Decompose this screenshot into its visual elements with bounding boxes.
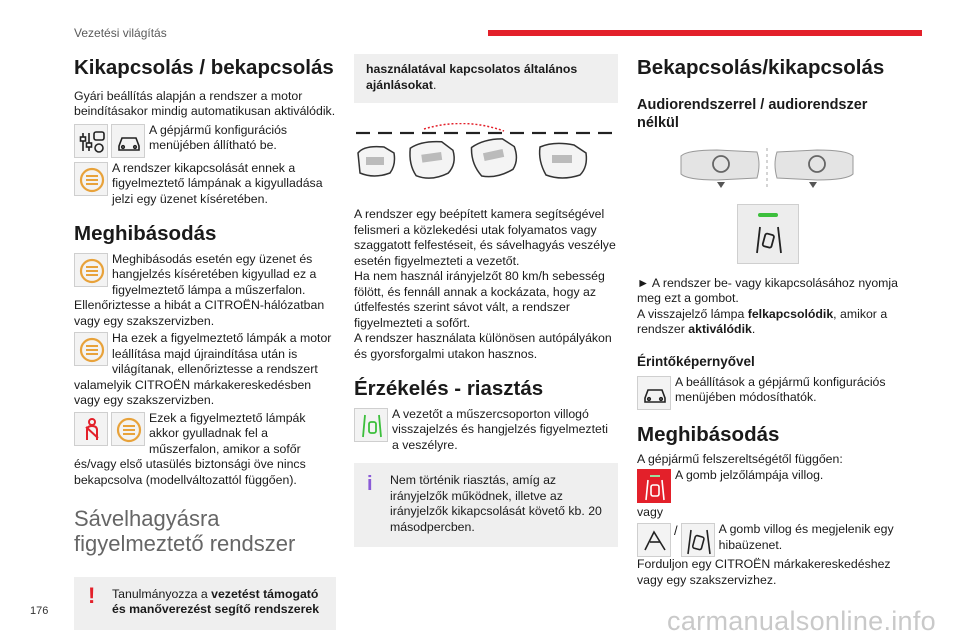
subheading-audio: Audiorendszerrel / audiorendszer nélkül — [637, 96, 868, 131]
header-section-title: Vezetési világítás — [74, 26, 167, 40]
lane-departure-button-icon-2 — [681, 523, 715, 557]
heading-on-off: Bekapcsolás/kikapcsolás — [637, 56, 885, 79]
lane-failure-lamp-icon — [74, 253, 108, 287]
paragraph-highway-use: A rendszer használata különösen autópályákon és gyorsforgalmi utakon hasznos. — [354, 331, 612, 361]
paragraph-contact-dealer: Forduljon egy CITROËN márkakereskedéshez vagy egy szakszervizhez. — [637, 557, 891, 587]
seatbelt-warning-icon — [74, 412, 108, 446]
lane-failure-lamp-icon-2 — [74, 332, 108, 366]
info-note-box — [354, 463, 618, 547]
paragraph-or: vagy — [637, 504, 663, 519]
settings-sliders-icon — [74, 124, 108, 158]
failure-lamp-row — [74, 252, 336, 299]
lane-warning-triangle-icon — [637, 523, 671, 557]
lane-departure-illustration — [354, 123, 618, 189]
paragraph-press-button: ► A rendszer be- vagy kikapcsolásához nyomja meg ezt a gombot. — [637, 275, 898, 306]
heading-failure: Meghibásodás — [74, 222, 217, 246]
column-1 — [74, 54, 336, 630]
paragraph-speed-warning: Ha nem használ irányjelzőt 80 km/h sebesség fölött, és fennáll annak a kockázata, hogy az útfelfestés szerint sávot vált, a rendszer figyelmezteti a sofőrt. — [354, 269, 605, 330]
heading-lane-departure: Sávelhagyásra figyelmeztető rendszer — [74, 506, 296, 557]
toggle-button-illustration[interactable] — [737, 204, 799, 264]
paragraph-off-indication: A rendszer kikapcsolását ennek a figyelmeztető lámpának a kigyulladása jelzi egy üzenet kíséretében. — [112, 160, 323, 206]
paragraph-failure-lamp: Meghibásodás esetén egy üzenet és hangjelzés kíséretében kigyullad ez a figyelmeztető lámpa a műszerfalon. — [112, 251, 317, 297]
indicator-led — [758, 213, 778, 217]
paragraph-alert: A vezetőt a műszercsoporton villogó visszajelzés és hangjelzés figyelmezteti a veszélyre. — [392, 406, 608, 452]
button-location-illustration — [677, 146, 899, 190]
watermark-text: carmanualsonline.info — [667, 606, 936, 636]
lane-failure-lamp-icon-3 — [111, 412, 145, 446]
car-settings-icon — [111, 124, 145, 158]
heading-off-on: Kikapcsolás / bekapcsolás — [74, 56, 334, 79]
paragraph-seatbelt: Ezek a figyelmeztető lámpák akkor gyulladnak fel a műszerfalon, amikor a sofőr és/vagy első utasülés biztonsági öve nincs bekapcsolva (modellváltozattól függően). — [74, 410, 306, 487]
paragraph-factory-default: Gyári beállítás alapján a rendszer a motor beindításakor mindig automatikusan aktiválódik. — [74, 88, 336, 119]
subheading-touchscreen: Érintőképernyővel — [637, 353, 755, 369]
continued-note-text: használatával kapcsolatos általános ajánlásokat. — [366, 62, 578, 92]
error-message-row — [637, 522, 899, 557]
heading-failure-2: Meghibásodás — [637, 422, 780, 446]
blinking-lamp-row — [637, 468, 899, 503]
header-accent-bar — [488, 30, 922, 36]
config-menu-row — [74, 123, 336, 158]
heading-detection-alert: Érzékelés - riasztás — [354, 377, 544, 400]
warning-note-box — [74, 577, 336, 630]
info-icon: i — [367, 473, 373, 496]
warning-exclamation-icon: ! — [88, 582, 96, 608]
paragraph-depending-equipment: A gépjármű felszereltségétől függően: — [637, 452, 843, 467]
paragraph-error-message: A gomb villog és megjelenik egy hibaüzenet. — [718, 522, 894, 552]
restart-lamp-row — [74, 331, 336, 409]
touchscreen-row — [637, 375, 899, 410]
paragraph-indicator-on: A visszajelző lámpa felkapcsolódik, amikor a rendszer aktiválódik. — [637, 306, 888, 337]
paragraph-settings-menu: A beállítások a gépjármű konfigurációs menüjében módosíthatók. — [675, 374, 886, 405]
seatbelt-lamp-row — [74, 411, 336, 489]
alert-lamp-row — [354, 407, 618, 454]
car-settings-icon-2 — [637, 376, 671, 410]
paragraph-config-menu: A gépjármű konfigurációs menüjében állítható be. — [149, 122, 288, 153]
lane-departure-button-icon — [752, 223, 786, 257]
paragraph-blinking: A gomb jelzőlámpája villog. — [675, 467, 824, 482]
slash-separator: / — [674, 523, 678, 539]
page-number: 176 — [30, 605, 49, 617]
lamp-off-row — [74, 161, 336, 208]
column-3 — [637, 54, 899, 588]
info-note-text: Nem történik riasztás, amíg az irányjelzők működnek, illetve az irányjelzők kikapcsolását követő kb. 20 másodpercben. — [390, 473, 602, 534]
column-2 — [354, 54, 618, 547]
continued-note-box — [354, 54, 618, 103]
warning-note-text: Tanulmányozza a vezetést támogató és manőverezést segítő rendszerek — [112, 586, 320, 617]
paragraph-check-network: Ellenőriztesse a hibát a CITROËN-hálózatban vagy egy szakszervizben. — [74, 298, 325, 328]
lane-alert-lamp-icon — [354, 408, 388, 442]
paragraph-restart-lamps: Ha ezek a figyelmeztető lámpák a motor leállítása majd újraindítása után is világítanak, ellenőriztesse a rendszert valamelyik CITROËN márkakereskedésben vagy egy szakszervizben. — [74, 331, 332, 408]
lane-warning-lamp-icon — [74, 162, 108, 196]
lane-button-red-icon — [637, 469, 671, 503]
paragraph-camera: A rendszer egy beépített kamera segítségével felismeri a közlekedési utak folyamatos vagy szaggatott felfestéseit, és sávelhagyás veszélye esetén figyelmezteti a vezetőt. — [354, 207, 616, 268]
